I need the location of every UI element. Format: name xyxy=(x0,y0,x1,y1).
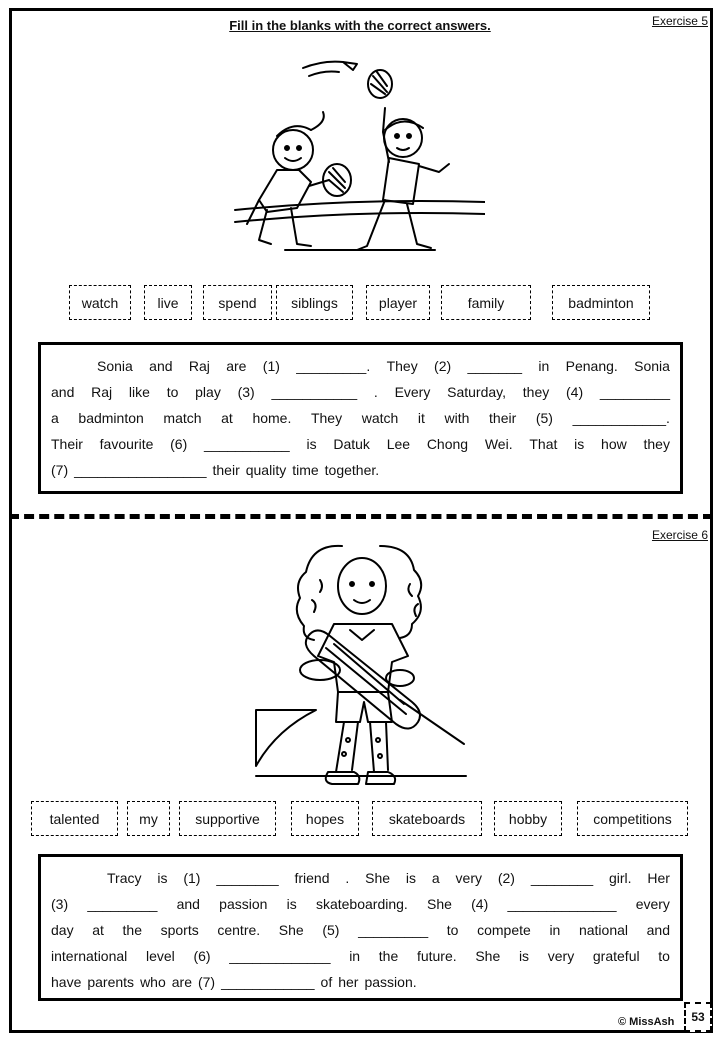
word-bank-item: siblings xyxy=(276,285,353,320)
exercise-5-label: Exercise 5 xyxy=(651,14,708,28)
word-bank-item: hobby xyxy=(494,801,562,836)
passage-line: Sonia and Raj are (1) _________. They (2) _______ in Penang. Sonia xyxy=(97,358,670,374)
exercise-6-label: Exercise 6 xyxy=(651,528,708,542)
word-bank-item: family xyxy=(441,285,531,320)
word-bank-item: watch xyxy=(69,285,131,320)
skateboard-girl-illustration xyxy=(250,540,470,790)
exercise-5-passage xyxy=(38,342,683,494)
page-number: 53 xyxy=(684,1002,712,1032)
word-bank-item: badminton xyxy=(552,285,650,320)
instruction-text: Fill in the blanks with the correct answers. xyxy=(229,18,491,33)
word-bank-item: spend xyxy=(203,285,272,320)
passage-line: international level (6) _____________ in the future. She is very grateful to xyxy=(51,948,670,964)
passage-line: (3) _________ and passion is skateboarding. She (4) ______________ every xyxy=(51,896,670,912)
passage-line: Their favourite (6) ___________ is Datuk Lee Chong Wei. That is how they xyxy=(51,436,670,452)
exercise-5-section xyxy=(0,0,720,512)
word-bank-item: skateboards xyxy=(372,801,482,836)
word-bank-item: live xyxy=(144,285,192,320)
passage-line: have parents who are (7) ____________ of her passion. xyxy=(51,974,417,990)
passage-line: Tracy is (1) ________ friend . She is a very (2) ________ girl. Her xyxy=(107,870,670,886)
word-bank-item: my xyxy=(127,801,170,836)
passage-line: and Raj like to play (3) ___________ . Every Saturday, they (4) _________ xyxy=(51,384,670,400)
word-bank-item: hopes xyxy=(291,801,359,836)
exercise-6-section xyxy=(0,512,720,1022)
passage-line: (7) _________________ their quality time together. xyxy=(51,462,380,478)
word-bank-item: supportive xyxy=(179,801,276,836)
badminton-illustration xyxy=(225,50,485,275)
exercise-6-passage xyxy=(38,854,683,1001)
word-bank-item: competitions xyxy=(577,801,688,836)
passage-line: a badminton match at home. They watch it with their (5) ____________. xyxy=(51,410,670,426)
word-bank-item: player xyxy=(366,285,430,320)
word-bank-item: talented xyxy=(31,801,118,836)
passage-line: day at the sports centre. She (5) _________ to compete in national and xyxy=(51,922,670,938)
copyright-text: © MissAsh xyxy=(618,1016,675,1028)
